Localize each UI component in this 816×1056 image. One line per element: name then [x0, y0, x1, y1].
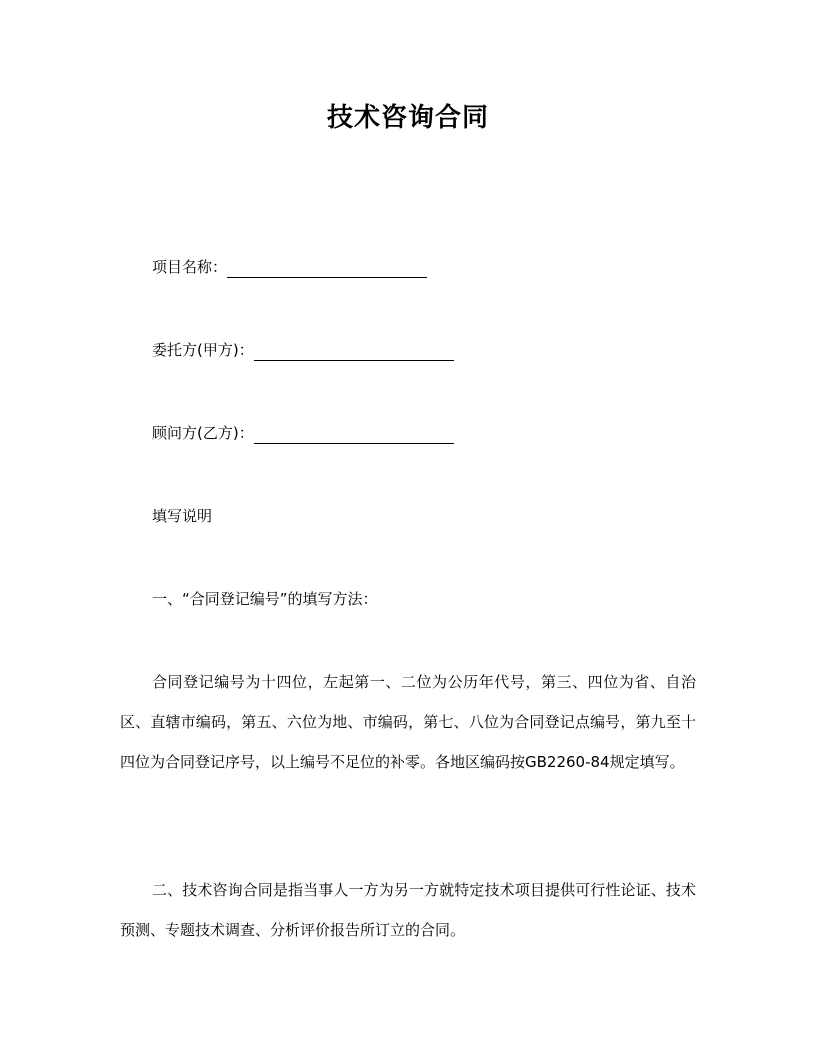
- project-name-field: [152, 256, 427, 278]
- project-name-blank[interactable]: [227, 259, 427, 278]
- client-field: [152, 339, 454, 361]
- client-blank[interactable]: [254, 342, 454, 361]
- section-two-paragraph: 二、技术咨询合同是指当事人一方为另一方就特定技术项目提供可行性论证、技术预测、专题技术调查、分析评价报告所订立的合同。: [120, 881, 696, 939]
- instructions-heading: 填写说明: [152, 507, 213, 525]
- project-name-label: 项目名称：: [152, 258, 228, 276]
- section-one-heading: 一、“合同登记编号”的填写方法：: [152, 590, 378, 608]
- consultant-label: 顾问方(乙方)：: [152, 424, 254, 442]
- consultant-field: [152, 422, 454, 444]
- client-label: 委托方(甲方)：: [152, 341, 254, 359]
- section-one-paragraph: 合同登记编号为十四位，左起第一、二位为公历年代号，第三、四位为省、自治区、直辖市编码，第五、六位为地、市编码，第七、八位为合同登记点编号，第九至十四位为合同登记序号，以上编号不足位的补零。各地区编码按GB2260-84规定填写。: [120, 673, 696, 771]
- consultant-blank[interactable]: [254, 425, 454, 444]
- document-title: 技术咨询合同: [326, 103, 489, 133]
